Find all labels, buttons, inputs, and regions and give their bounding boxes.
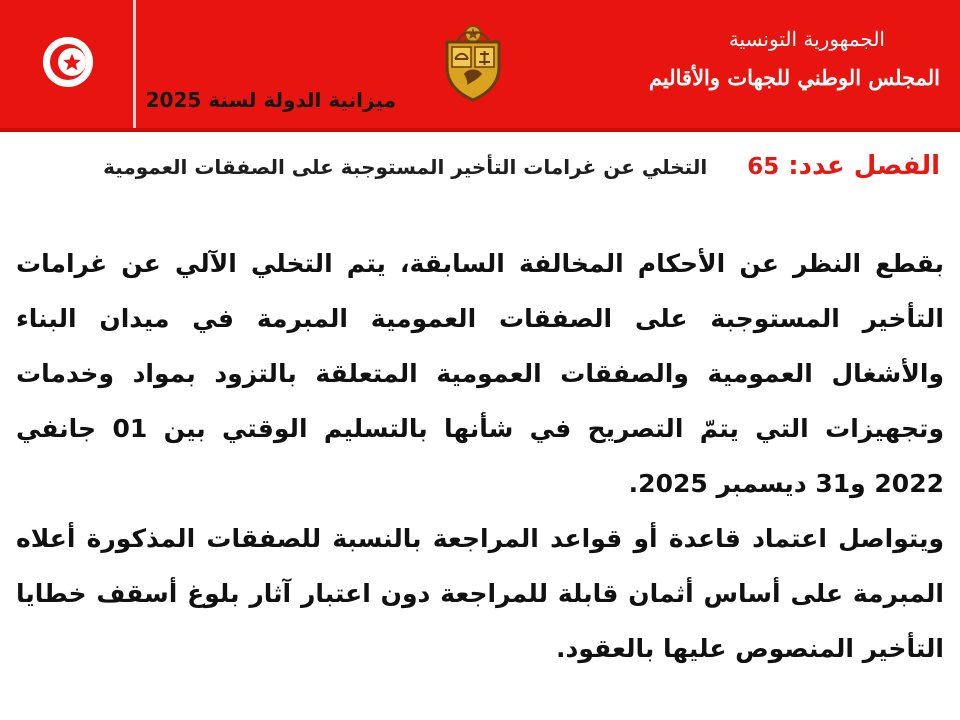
- council-name: المجلس الوطني للجهات والأقاليم: [648, 65, 940, 90]
- document-header: [0, 0, 960, 132]
- flag-panel: [0, 0, 136, 128]
- chapter-title: التخلي عن غرامات التأخير المستوجبة على الصفقات العمومية: [103, 155, 708, 179]
- article-paragraph-2: ويتواصل اعتماد قاعدة أو قواعد المراجعة بالنسبة للصفقات المذكورة أعلاه المبرمة على أساس أثمان قابلة للمراجعة دون اعتبار آثار بلوغ أسقف خطايا التأخير المنصوص عليها بالعقود.: [16, 524, 944, 663]
- article-paragraph-1: بقطع النظر عن الأحكام المخالفة السابقة، يتم التخلي الآلي عن غرامات التأخير المستوجبة على الصفقات العمومية المبرمة في ميدان البناء والأشغال العمومية والصفقات العمومية المتعلقة بالتزود بمواد وخدمات وتجهيزات التي يتمّ التصريح في شأنها بالتسليم الوقتي بين 01 جانفي 2022 و31 ديسمبر 2025.: [16, 249, 944, 498]
- republic-name: الجمهورية التونسية: [728, 27, 885, 51]
- chapter-label: الفصل عدد:: [788, 151, 940, 181]
- state-budget-title: ميزانية الدولة لسنة 2025: [145, 88, 396, 112]
- chapter-heading: [32, 147, 940, 189]
- chapter-number: 65: [747, 154, 780, 180]
- tunisia-coat-of-arms-icon: [437, 24, 509, 102]
- article-body: [16, 236, 944, 676]
- tunisia-flag-icon: [42, 36, 94, 88]
